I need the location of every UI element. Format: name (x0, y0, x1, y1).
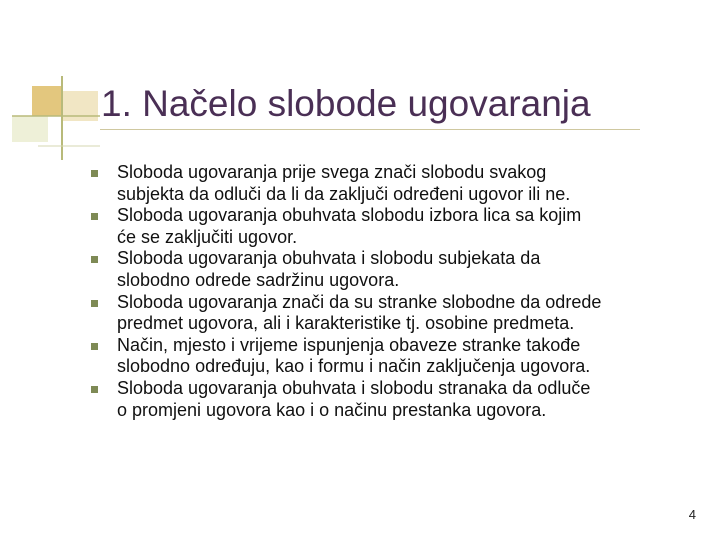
bullet-list (117, 162, 707, 421)
bullet-item (117, 162, 707, 205)
title-divider (100, 129, 640, 130)
square-bullet-icon (91, 213, 98, 220)
bullet-item (117, 248, 707, 291)
decoration-square-pale (12, 116, 48, 142)
bullet-item (117, 205, 707, 248)
bullet-text-line: Sloboda ugovaranja prije svega znači slobodu svakog (117, 162, 547, 182)
bullet-text-line: će se zaključiti ugovor. (117, 226, 298, 247)
square-bullet-icon (91, 386, 98, 393)
bullet-item (117, 292, 707, 335)
square-bullet-icon (91, 343, 98, 350)
decoration-square-gold (32, 86, 62, 116)
square-bullet-icon (91, 170, 98, 177)
bullet-text-line: subjekta da odluči da li da zaključi određeni ugovor ili ne. (117, 183, 571, 204)
bullet-text-line: Sloboda ugovaranja obuhvata i slobodu subjekata da (117, 248, 541, 269)
bullet-text-line: Sloboda ugovaranja obuhvata slobodu izbora lica sa kojim (117, 205, 582, 226)
slide-title: 1. Načelo slobode ugovaranja (101, 83, 591, 124)
bullet-text-line: slobodno odrede sadržinu ugovora. (117, 269, 400, 290)
bullet-text-line: Sloboda ugovaranja obuhvata i slobodu stranaka da odluče (117, 377, 591, 398)
bullet-text-line: o promjeni ugovora kao i o načinu prestanka ugovora. (117, 399, 547, 420)
square-bullet-icon (91, 300, 98, 307)
bullet-text-line: predmet ugovora, ali i karakteristike tj. osobine predmeta. (117, 313, 575, 334)
bullet-text-line: slobodno određuju, kao i formu i način zaključenja ugovora. (117, 356, 591, 377)
bullet-text-line: Sloboda ugovaranja znači da su stranke slobodne da odrede (117, 291, 602, 312)
square-bullet-icon (91, 256, 98, 263)
bullet-item (117, 335, 707, 378)
page-number: 4 (688, 507, 696, 522)
bullet-text-line: Način, mjesto i vrijeme ispunjenja obaveze stranke takođe (117, 334, 581, 355)
bullet-item (117, 378, 707, 421)
